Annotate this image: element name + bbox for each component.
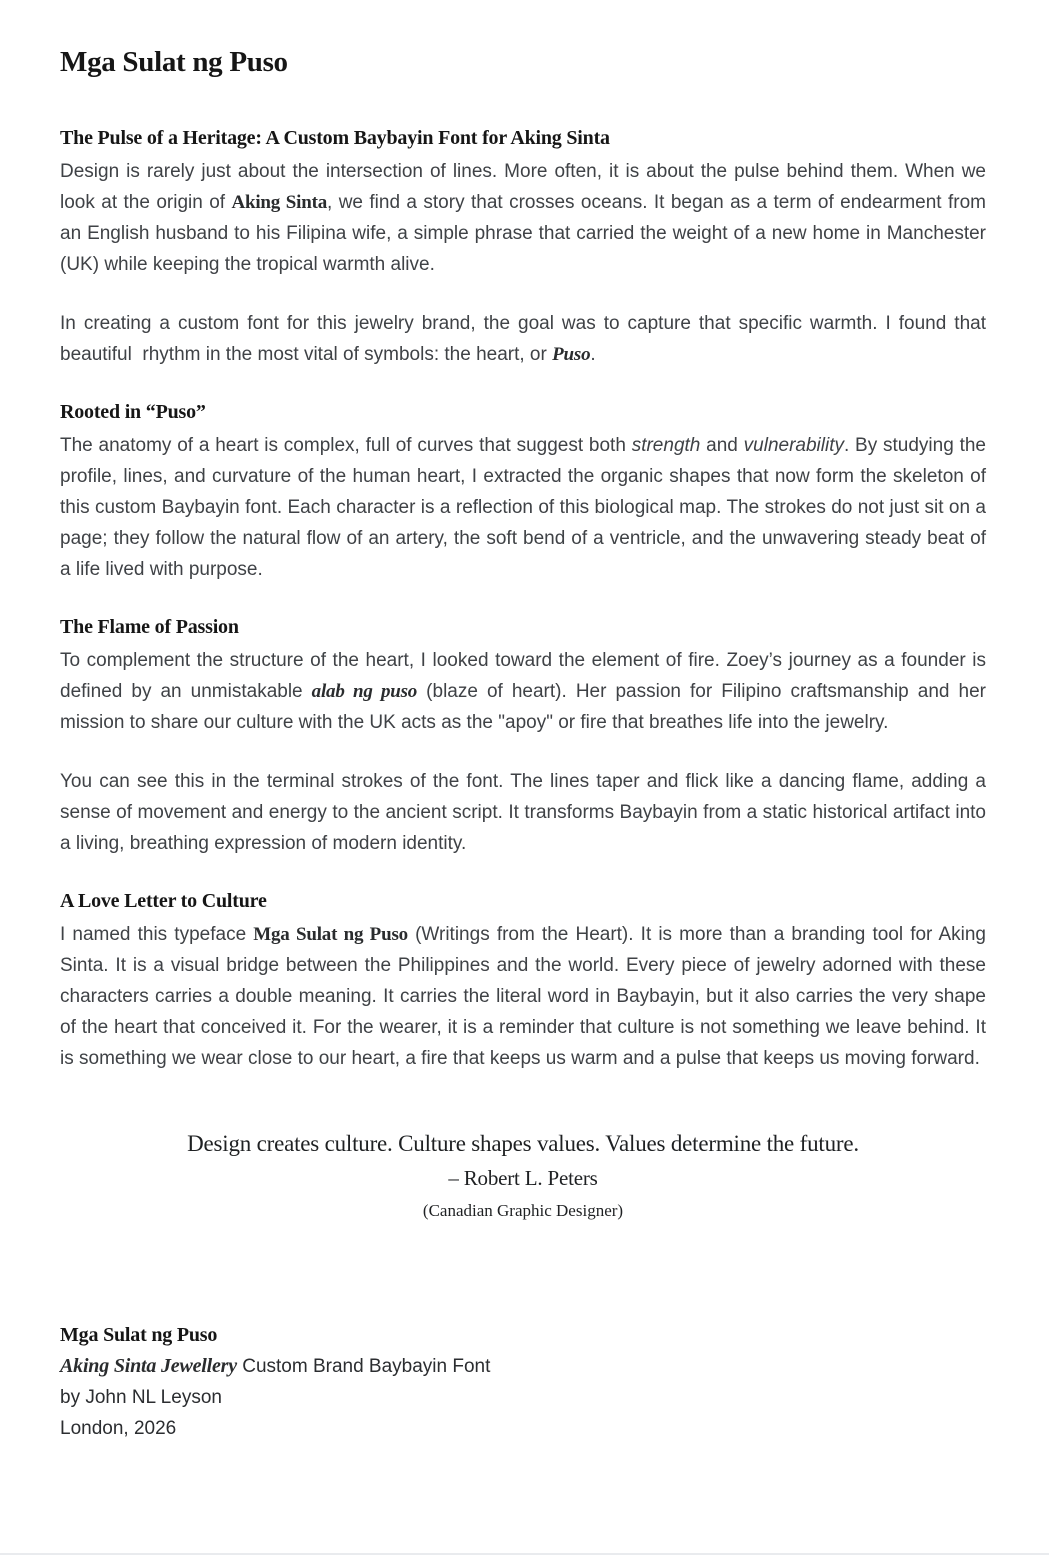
body-text: I named this typeface [60,924,254,945]
quote-attribution: – Robert L. Peters [448,1166,598,1190]
pull-quote [60,1126,986,1226]
typeface-name-bold: Mga Sulat ng Puso [253,924,408,945]
puso-term-bold-italic: Puso [552,344,591,365]
emphasis-italic: vulnerability [743,435,844,456]
footer-brand-suffix: Custom Brand Baybayin Font [236,1356,491,1377]
body-text: and [700,435,744,456]
section-heading-flame-of-passion: The Flame of Passion [60,616,239,638]
footer-brand-name-italic: Aking Sinta Jewellery [60,1355,237,1377]
paragraph [60,645,986,738]
body-text: (blaze of heart). Her passion for Filipino craftsmanship and her mission to share our culture with the UK acts as the "apoy" or fire that breathes life into the jewelry. [60,681,986,733]
filipino-phrase-bold-italic: alab ng puso [311,681,418,702]
emphasis-italic: strength [631,435,701,456]
paragraph [60,919,986,1074]
body-text: To complement the structure of the heart, I looked toward the element of fire. Zoey’s journey as a founder is defined by an unmistakable [60,650,986,702]
quote-attribution-note: (Canadian Graphic Designer) [422,1201,624,1220]
body-text: . By studying the profile, lines, and curvature of the human heart, I extracted the organic shapes that now form the skeleton of this custom Baybayin font. Each character is a reflection of this biological map. The strokes do not just sit on a page; they follow the natural flow of an artery, the soft bend of a ventricle, and the unwavering steady beat of a life lived with purpose. [60,435,986,580]
footer-location: London, 2026 [60,1418,177,1439]
body-text: The anatomy of a heart is complex, full of curves that suggest both [60,435,632,456]
paragraph [60,308,986,370]
footer-brand-line [60,1351,986,1382]
document-footer [60,1320,986,1444]
paragraph [60,766,986,859]
footer-typeface-title: Mga Sulat ng Puso [60,1324,218,1346]
footer-byline: by John NL Leyson [60,1387,222,1408]
body-text: (Writings from the Heart). It is more than a branding tool for Aking Sinta. It is a visual bridge between the Philippines and the world. Every piece of jewelry adorned with these characters carries a double meaning. It carries the literal word in Baybayin, but it also carries the very shape of the heart that conceived it. For the wearer, it is a reminder that culture is not something we leave behind. It is something we wear close to our heart, a fire that keeps us warm and a pulse that keeps us moving forward. [60,924,986,1069]
section-heading-love-letter: A Love Letter to Culture [60,890,267,912]
body-text: Design is rarely just about the intersection of lines. More often, it is about the pulse behind them. When we look at the origin of [60,161,986,213]
section-heading-pulse-of-heritage: The Pulse of a Heritage: A Custom Baybayin Font for Aking Sinta [60,127,610,149]
body-text: In creating a custom font for this jewelry brand, the goal was to capture that specific warmth. I found that beautiful rhythm in the most vital of symbols: the heart, or [60,313,986,365]
page-title: Mga Sulat ng Puso [60,46,288,78]
paragraph [60,156,986,280]
brand-name-bold: Aking Sinta [231,192,328,213]
body-text: . [590,344,596,365]
quote-text: Design creates culture. Culture shapes values. Values determine the future. [187,1131,859,1156]
paragraph [60,430,986,585]
section-heading-rooted-in-puso: Rooted in “Puso” [60,401,206,423]
body-text: You can see this in the terminal strokes of the font. The lines taper and flick like a dancing flame, adding a sense of movement and energy to the ancient script. It transforms Baybayin from a static historical artifact into a living, breathing expression of modern identity. [60,771,986,854]
body-text: , we find a story that crosses oceans. It began as a term of endearment from an English husband to his Filipina wife, a simple phrase that carried the weight of a new home in Manchester (UK) while keeping the tropical warmth alive. [60,192,986,275]
